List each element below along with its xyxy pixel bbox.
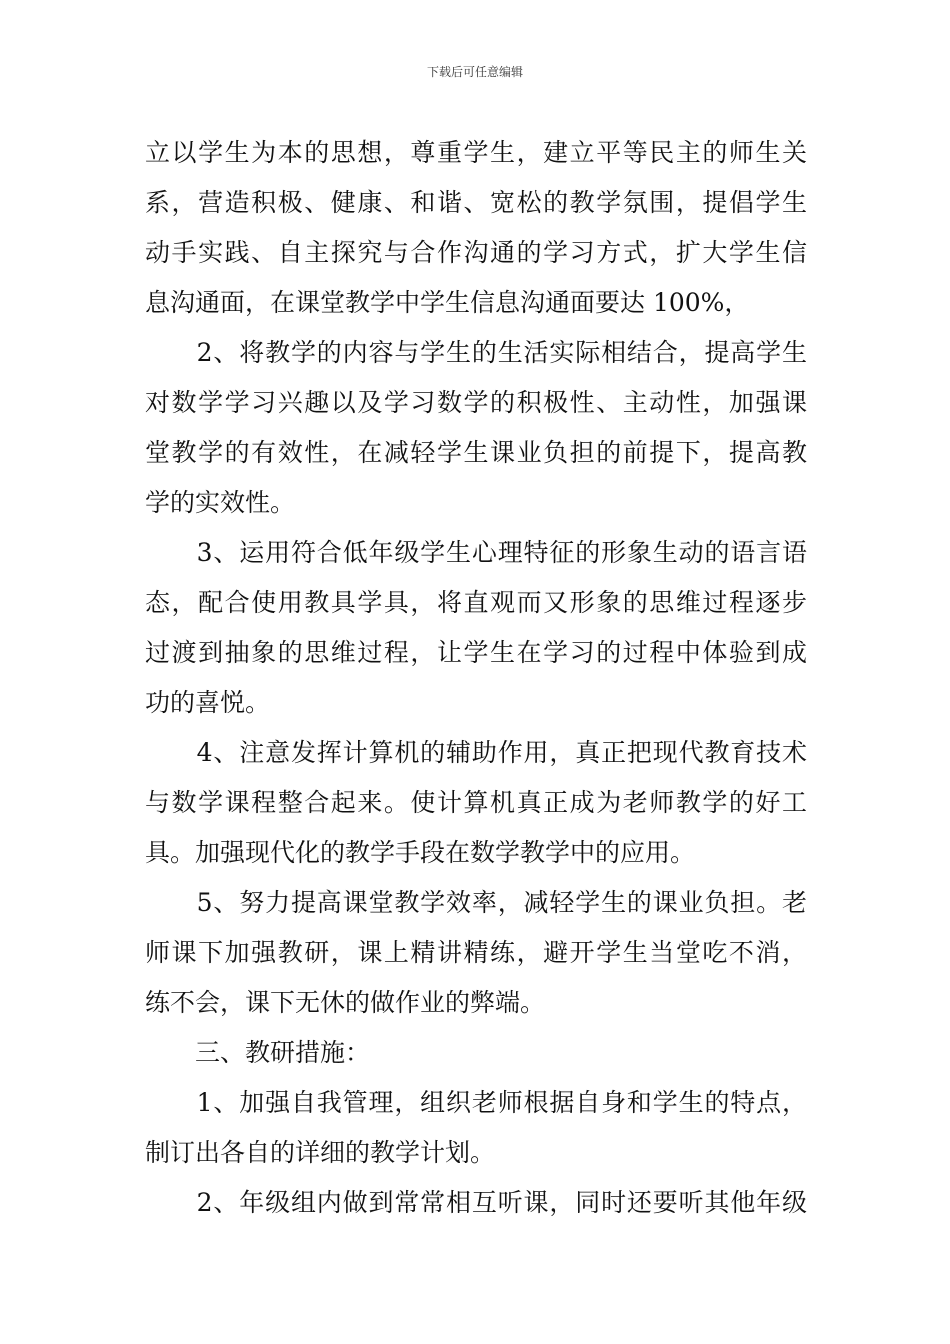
text-line: 系，营造积极、健康、和谐、宽松的教学氛围，提倡学生 <box>145 188 807 217</box>
paragraph-6 <box>145 1078 807 1178</box>
page-header-note: 下载后可任意编辑 <box>426 65 523 79</box>
text-line: 5、努力提高课堂教学效率，减轻学生的课业负担。老 <box>145 888 807 917</box>
text-line: 师课下加强教研，课上精讲精练，避开学生当堂吃不消， <box>145 938 807 967</box>
text-line: 过渡到抽象的思维过程，让学生在学习的过程中体验到成 <box>145 638 807 667</box>
section-heading-3 <box>145 1028 807 1078</box>
paragraph-5 <box>145 878 807 1028</box>
text-line: 三、教研措施： <box>145 1038 371 1067</box>
text-line: 立以学生为本的思想，尊重学生，建立平等民主的师生关 <box>145 138 807 167</box>
text-line: 堂教学的有效性，在减轻学生课业负担的前提下，提高教 <box>145 438 807 467</box>
text-line: 具。加强现代化的教学手段在数学教学中的应用。 <box>145 838 696 867</box>
text-line: 4、注意发挥计算机的辅助作用，真正把现代教育技术 <box>145 738 807 767</box>
text-line: 功的喜悦。 <box>145 688 271 717</box>
paragraph-7 <box>145 1178 807 1228</box>
text-line: 对数学学习兴趣以及学习数学的积极性、主动性，加强课 <box>145 388 807 417</box>
text-line: 息沟通面，在课堂教学中学生信息沟通面要达 100%， <box>145 288 750 317</box>
text-line: 1、加强自我管理，组织老师根据自身和学生的特点， <box>145 1088 807 1117</box>
text-line: 3、运用符合低年级学生心理特征的形象生动的语言语 <box>145 538 807 567</box>
paragraph-4 <box>145 728 807 878</box>
text-line: 2、将教学的内容与学生的生活实际相结合，提高学生 <box>145 338 807 367</box>
paragraph-2 <box>145 328 807 528</box>
paragraph-1 <box>145 128 807 328</box>
text-line: 2、年级组内做到常常相互听课，同时还要听其他年级 <box>145 1188 807 1217</box>
text-line: 学的实效性。 <box>145 488 296 517</box>
paragraph-3 <box>145 528 807 728</box>
text-line: 与数学课程整合起来。使计算机真正成为老师教学的好工 <box>145 788 807 817</box>
text-line: 态，配合使用教具学具，将直观而又形象的思维过程逐步 <box>145 588 807 617</box>
text-line: 制订出各自的详细的教学计划。 <box>145 1138 496 1167</box>
text-line: 练不会，课下无休的做作业的弊端。 <box>145 988 546 1017</box>
text-line: 动手实践、自主探究与合作沟通的学习方式，扩大学生信 <box>145 238 807 267</box>
document-body <box>145 128 807 1228</box>
